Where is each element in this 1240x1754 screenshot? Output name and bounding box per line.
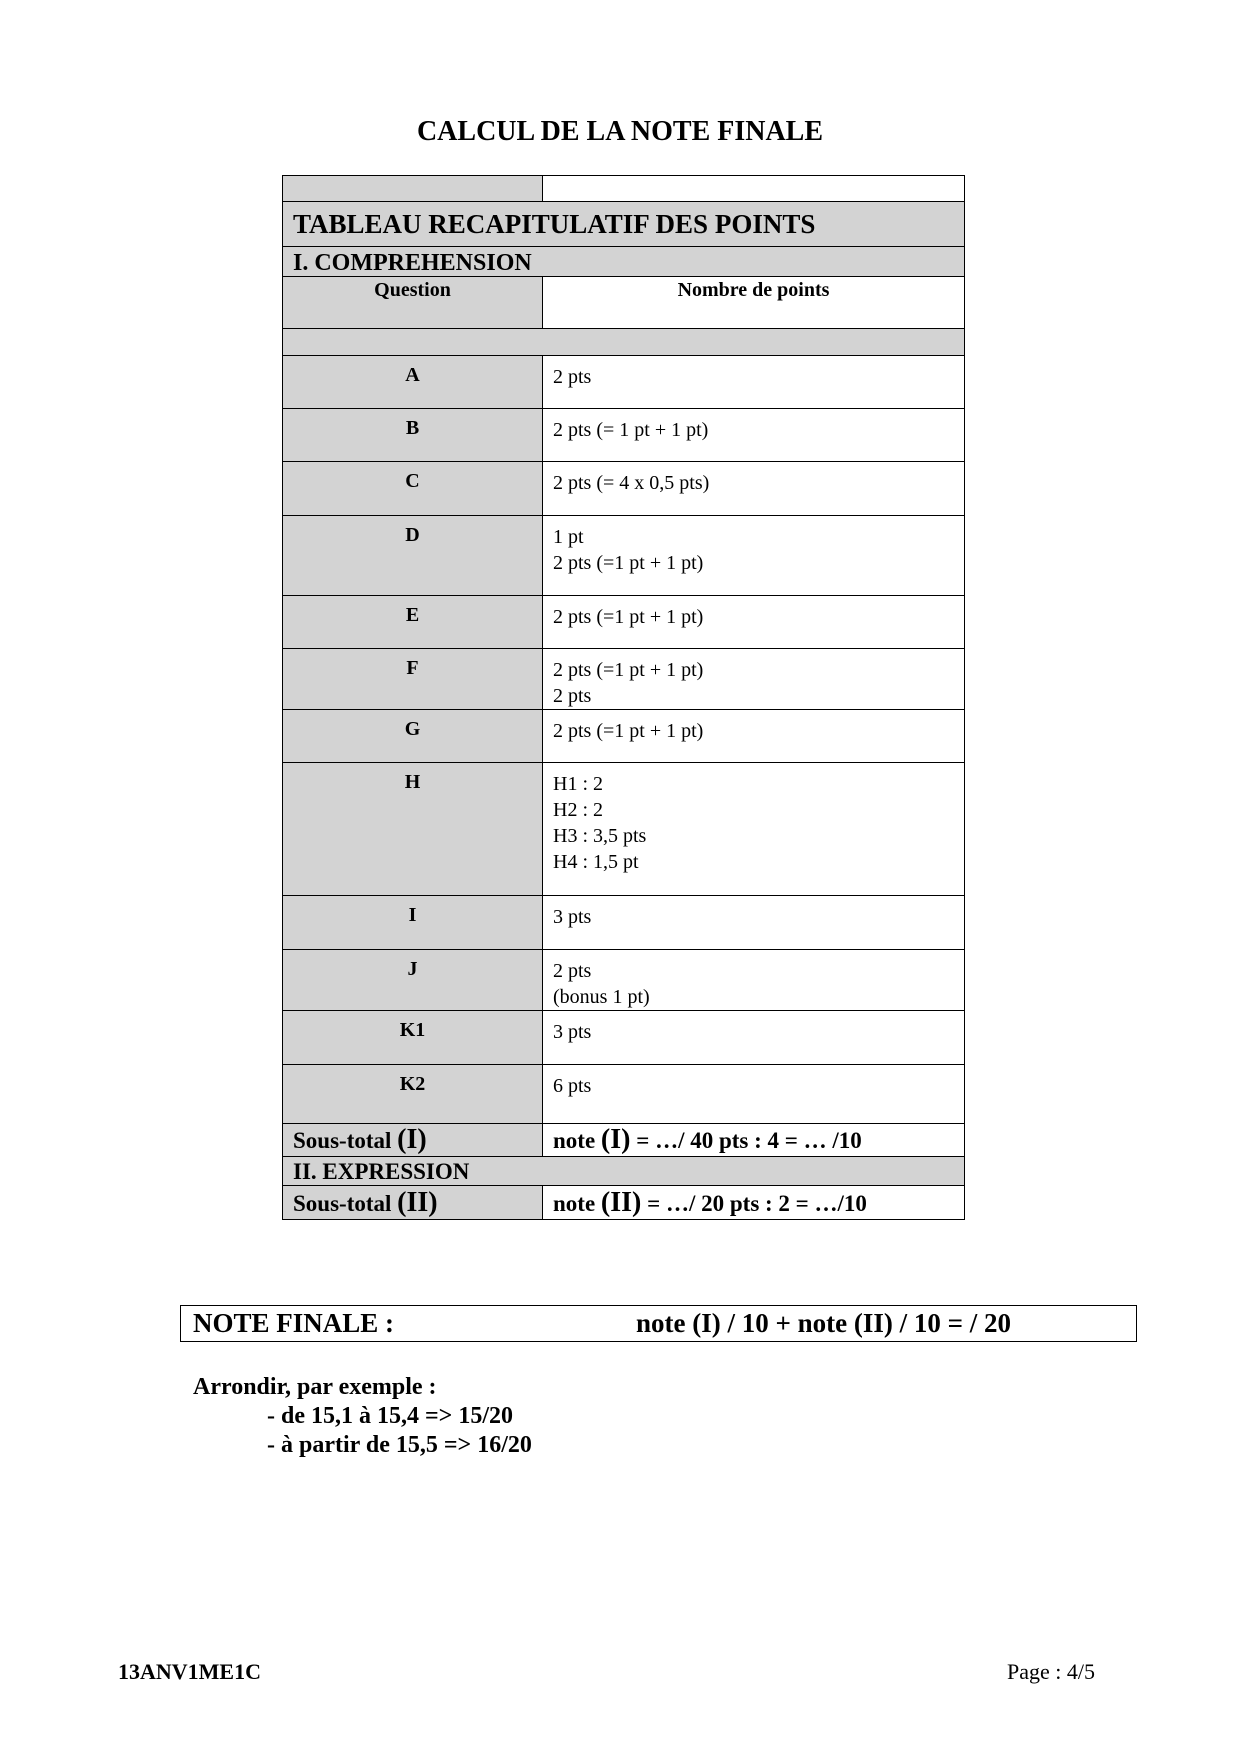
table-heading-row (283, 202, 965, 247)
points-line: 2 pts (=1 pt + 1 pt) (553, 720, 704, 742)
points-cell (543, 1065, 965, 1124)
table-row (283, 516, 965, 596)
points-line: 2 pts (553, 685, 592, 707)
question-cell: H (283, 763, 543, 896)
question-cell: G (283, 710, 543, 763)
note-formula: = …/ 20 pts : 2 = …/10 (641, 1191, 867, 1216)
points-line: 3 pts (553, 1021, 592, 1043)
points-line: H4 : 1,5 pt (553, 851, 639, 873)
column-header-question: Question (283, 277, 543, 329)
points-line: H3 : 3,5 pts (553, 825, 647, 847)
table-heading: TABLEAU RECAPITULATIF DES POINTS (283, 202, 965, 247)
table-spacer-row (283, 329, 965, 356)
subtotal-label-expression (283, 1186, 543, 1220)
subtotal-roman: (I) (397, 1124, 427, 1155)
points-line: 3 pts (553, 906, 592, 928)
subtotal-row-expression (283, 1186, 965, 1220)
question-cell: K1 (283, 1011, 543, 1065)
points-cell (543, 409, 965, 462)
subtotal-text: Sous-total (293, 1191, 398, 1216)
points-line: H1 : 2 (553, 773, 603, 795)
table-row (283, 462, 965, 516)
points-cell (543, 649, 965, 710)
points-cell (543, 950, 965, 1011)
question-cell: J (283, 950, 543, 1011)
table-row (283, 1065, 965, 1124)
subtotal-note-comprehension (543, 1124, 965, 1157)
question-cell: D (283, 516, 543, 596)
points-line: 2 pts (553, 960, 592, 982)
table-row (283, 763, 965, 896)
question-cell: I (283, 896, 543, 950)
rounding-intro: Arrondir, par exemple : (193, 1374, 437, 1400)
note-prefix: note (553, 1191, 601, 1216)
points-line: 1 pt (553, 526, 584, 548)
points-line: 2 pts (553, 366, 592, 388)
points-cell (543, 516, 965, 596)
section-expression-row (283, 1157, 965, 1186)
note-formula: = …/ 40 pts : 4 = … /10 (630, 1128, 862, 1153)
footer-page-number: Page : 4/5 (1007, 1659, 1095, 1684)
points-line: H2 : 2 (553, 799, 603, 821)
points-line: 2 pts (=1 pt + 1 pt) (553, 606, 704, 628)
section-comprehension-row (283, 247, 965, 277)
final-grade-box (180, 1305, 1137, 1342)
points-cell (543, 1011, 965, 1065)
points-cell (543, 896, 965, 950)
footer-document-code: 13ANV1ME1C (118, 1659, 261, 1684)
points-line: 2 pts (=1 pt + 1 pt) (553, 552, 704, 574)
note-roman: (II) (600, 1187, 642, 1218)
table-row (283, 710, 965, 763)
question-cell: C (283, 462, 543, 516)
final-grade-label: NOTE FINALE : (193, 1308, 395, 1338)
table-row (283, 649, 965, 710)
rounding-rule: - à partir de 15,5 => 16/20 (267, 1432, 532, 1458)
final-grade-formula: note (I) / 10 + note (II) / 10 = / 20 (636, 1308, 1011, 1338)
subtotal-roman: (II) (397, 1187, 438, 1218)
table-row (283, 896, 965, 950)
subtotal-note-expression (543, 1186, 965, 1220)
points-summary-table (282, 175, 965, 1220)
column-header-points: Nombre de points (543, 277, 965, 329)
subtotal-label-comprehension (283, 1124, 543, 1157)
question-cell: E (283, 596, 543, 649)
note-prefix: note (553, 1128, 601, 1153)
table-spacer-row (283, 176, 965, 202)
table-row (283, 409, 965, 462)
question-cell: A (283, 356, 543, 409)
rounding-instructions (193, 1373, 532, 1460)
question-cell: B (283, 409, 543, 462)
points-cell (543, 462, 965, 516)
points-line: 6 pts (553, 1075, 592, 1097)
table-row (283, 1011, 965, 1065)
points-cell (543, 356, 965, 409)
points-line: 2 pts (= 4 x 0,5 pts) (553, 472, 710, 494)
column-header-row (283, 277, 965, 329)
points-line: 2 pts (=1 pt + 1 pt) (553, 659, 704, 681)
question-cell: F (283, 649, 543, 710)
points-line: 2 pts (= 1 pt + 1 pt) (553, 419, 709, 441)
note-roman: (I) (600, 1124, 631, 1155)
table-row (283, 356, 965, 409)
rounding-rule: - de 15,1 à 15,4 => 15/20 (267, 1403, 514, 1429)
points-cell (543, 763, 965, 896)
points-line: (bonus 1 pt) (553, 986, 650, 1008)
table-row (283, 596, 965, 649)
section-expression: II. EXPRESSION (283, 1157, 965, 1186)
table-row (283, 950, 965, 1011)
section-comprehension: I. COMPREHENSION (283, 247, 965, 277)
points-cell (543, 710, 965, 763)
subtotal-row-comprehension (283, 1124, 965, 1157)
subtotal-text: Sous-total (293, 1128, 398, 1153)
page-title: CALCUL DE LA NOTE FINALE (416, 116, 824, 147)
question-cell: K2 (283, 1065, 543, 1124)
points-cell (543, 596, 965, 649)
